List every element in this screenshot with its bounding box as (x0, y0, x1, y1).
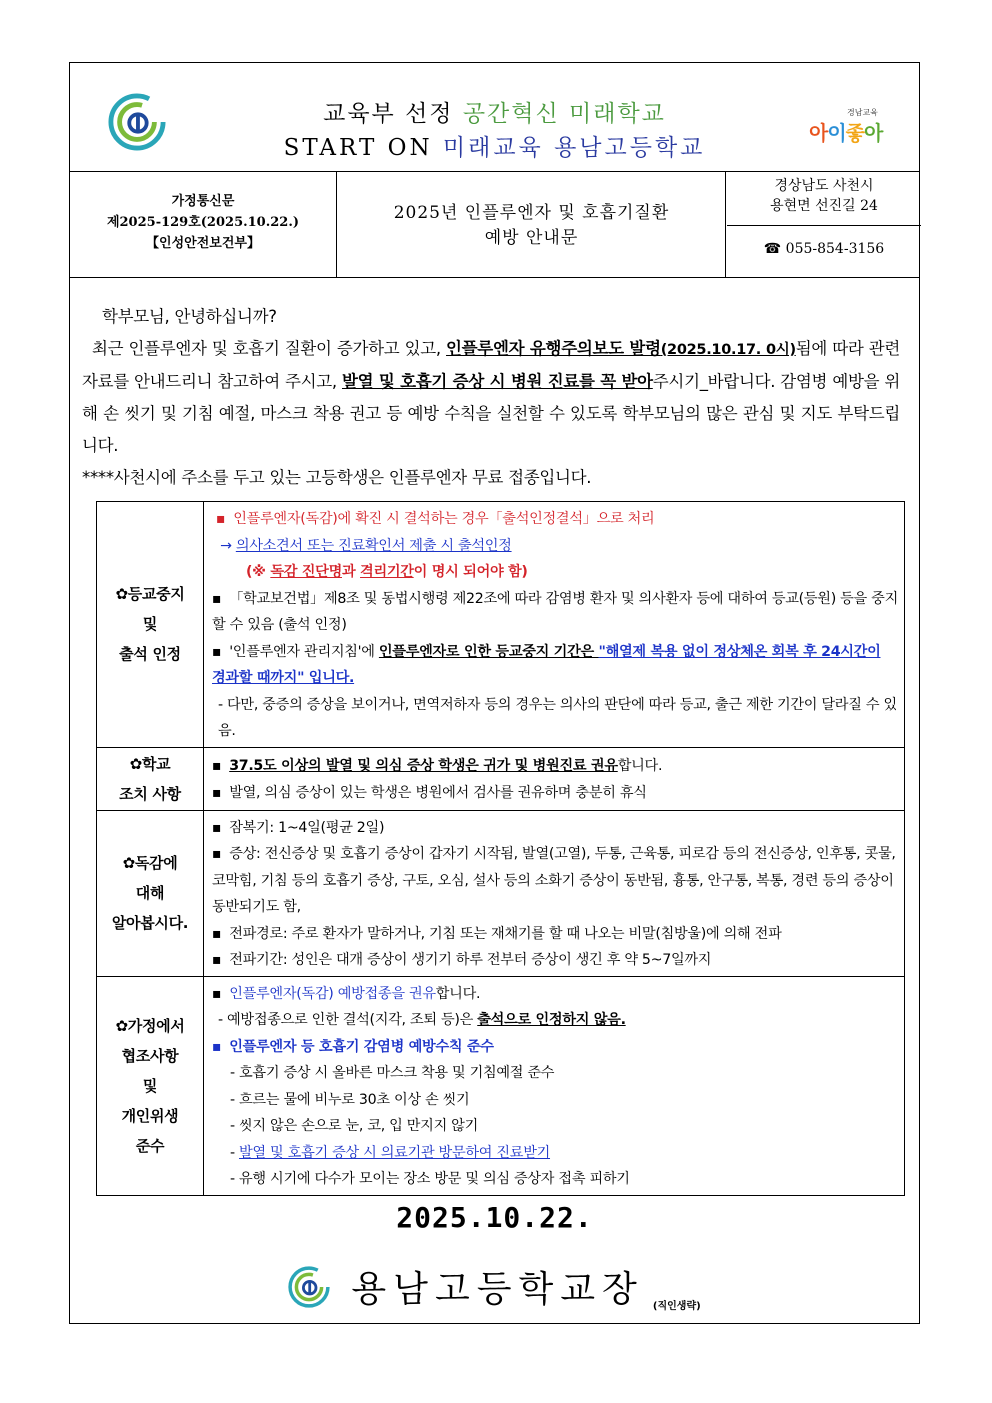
incubation-period: ▪ 잠복기: 1~4일(평균 2일) (212, 815, 898, 842)
notice-title-cell (338, 171, 726, 277)
section-label-flu-info: ✿독감에 대해 알아봅시다. (97, 810, 204, 976)
no-touch-face-rule: - 씻지 않은 손으로 눈, 코, 입 만지지 않기 (230, 1118, 478, 1134)
seal-omitted-note: (직인생략) (652, 1301, 701, 1312)
aijoa-logo: 경남교육 아이좋아 (809, 108, 883, 145)
transmission-period: ▪ 전파기간: 성인은 대개 증상이 생기기 하루 전부터 증상이 생긴 후 약 5~7일까지 (212, 947, 898, 974)
school-logo-icon (288, 1266, 330, 1308)
section-label-school-actions: ✿학교 조치 사항 (97, 747, 204, 810)
avoid-crowds-rule: - 유행 시기에 다수가 모이는 장소 방문 및 의심 증상자 접촉 피하기 (230, 1171, 630, 1187)
section-content-school-actions (204, 747, 905, 810)
rest-recommendation: ▪ 발열, 의심 증상이 있는 학생은 병원에서 검사를 권유하며 충분히 휴식 (212, 780, 898, 807)
header-title-line2: START ON 미래교육 용남고등학교 (283, 135, 706, 161)
mask-rule: - 호흡기 증상 시 올바른 마스크 착용 및 기침예절 준수 (230, 1065, 555, 1081)
vaccination-absence-note: - 예방접종으로 인한 결석(지각, 조퇴 등)은 출석으로 인정하지 않음. (218, 1012, 626, 1028)
handwash-rule: - 흐르는 물에 비누로 30초 이상 손 씻기 (230, 1091, 470, 1108)
intro-text (82, 301, 900, 494)
prevention-rules-title: ▪ 인플루엔자 등 호흡기 감염병 예방수칙 준수 (212, 1034, 898, 1061)
notice-info-row (70, 171, 919, 278)
section-home-hygiene (97, 976, 905, 1195)
address-line2: 용현면 선진길 24 (770, 198, 878, 214)
clinic-visit-rule: - 발열 및 호흡기 증상 시 의료기관 방문하여 진료받기 (230, 1144, 551, 1161)
section-label-attendance: ✿등교중지 및 출석 인정 (97, 502, 204, 748)
document-frame (69, 62, 920, 1324)
section-content-home-hygiene (204, 976, 905, 1195)
school-phone: ☎ 055-854-3156 (763, 241, 885, 257)
section-label-home-hygiene: ✿가정에서 협조사항 및 개인위생 준수 (97, 976, 204, 1195)
notice-title-line2: 예방 안내문 (484, 228, 579, 248)
section-flu-info (97, 810, 905, 976)
issue-date: 2025.10.22. (396, 1201, 593, 1234)
principal-signature (70, 1261, 919, 1312)
address-line1: 경상남도 사천시 (774, 178, 874, 194)
notice-type: 가정통신문 (171, 194, 235, 209)
section-content-flu-info (204, 810, 905, 976)
guidance-table (96, 501, 905, 1196)
doctor-note-rule: → 의사소견서 또는 진료확인서 제출 시 출석인정 (220, 537, 512, 554)
school-header (70, 63, 919, 172)
principal-title: 용남고등학교장 (351, 1269, 644, 1310)
attendance-rule: ▪ 인플루엔자(독감)에 확진 시 결석하는 경우「출석인정결석」으로 처리 (212, 506, 898, 533)
notice-department: 【인성안전보건부】 (146, 236, 260, 251)
school-health-act-rule: ▪ 「학교보건법」제8조 및 동법시행령 제22조에 따라 감염병 환자 및 의사환자 등에 대하여 등교(등원) 등을 중지할 수 있음 (출석 인정) (212, 586, 898, 639)
exception-note: - 다만, 중증의 증상을 보이거나, 면역저하자 등의 경우는 의사의 판단에 따라 등교, 출근 제한 기간이 달라질 수 있음. (218, 696, 897, 739)
transmission-route: ▪ 전파경로: 주로 환자가 말하거나, 기침 또는 재채기를 할 때 나오는 비말(침방울)에 의해 전파 (212, 921, 898, 948)
notice-number: 제2025-129호(2025.10.22.) (106, 215, 300, 230)
suspension-period-rule: ▪ '인플루엔자 관리지침'에 인플루엔자로 인한 등교중지 기간은 "해열제 복용 없이 정상체온 회복 후 24시간이 경과할 때까지" 입니다. (212, 639, 898, 692)
free-vaccination-note: ****사천시에 주소를 두고 있는 고등학생은 인플루엔자 무료 접종입니다. (82, 468, 592, 487)
aijoa-logo-text: 아이좋아 (809, 121, 883, 145)
fever-action: ▪ 37.5도 이상의 발열 및 의심 증상 학생은 귀가 및 병원진료 권유합니다. (212, 753, 898, 780)
symptoms: ▪ 증상: 전신증상 및 호흡기 증상이 갑자기 시작됨, 발열(고열), 두통, 근육통, 피로감 등의 전신증상, 인후통, 콧물, 코막힘, 기침 등의 호흡기 증상, 구토, 오심, 설사 등의 소화기 증상이 동반됨, 흉통, 안구통, 복통, 경련 등의 증상이 동반되기도 함, (212, 841, 898, 921)
notice-number-cell (70, 171, 337, 277)
intro-paragraph: 최근 인플루엔자 및 호흡기 질환이 증가하고 있고, 인플루엔자 유행주의보도 발령(2025.10.17. 0시)됨에 따라 관련 자료를 안내드리니 참고하여 주시고, 발열 및 호흡기 증상 시 병원 진료를 꼭 받아주시기_바랍니다. 감염병 예방을 위해 손 씻기 및 기침 예절, 마스크 착용 권고 등 예방 수칙을 실천할 수 있도록 학부모님의 많은 관심 및 지도 부탁드립니다. (82, 339, 900, 455)
header-title-line1: 교육부 선정 공간혁신 미래학교 (323, 101, 666, 127)
section-attendance (97, 502, 905, 748)
section-school-actions (97, 747, 905, 810)
greeting: 학부모님, 안녕하십니까? (102, 307, 277, 326)
school-address-cell (727, 171, 921, 226)
section-content-attendance (204, 502, 905, 748)
diagnosis-requirement: (※ 독감 진단명과 격리기간이 명시 되어야 함) (246, 564, 528, 580)
notice-title-line1: 2025년 인플루엔자 및 호흡기질환 (393, 203, 670, 223)
vaccination-recommendation: ▪ 인플루엔자(독감) 예방접종을 권유합니다. (212, 981, 898, 1008)
